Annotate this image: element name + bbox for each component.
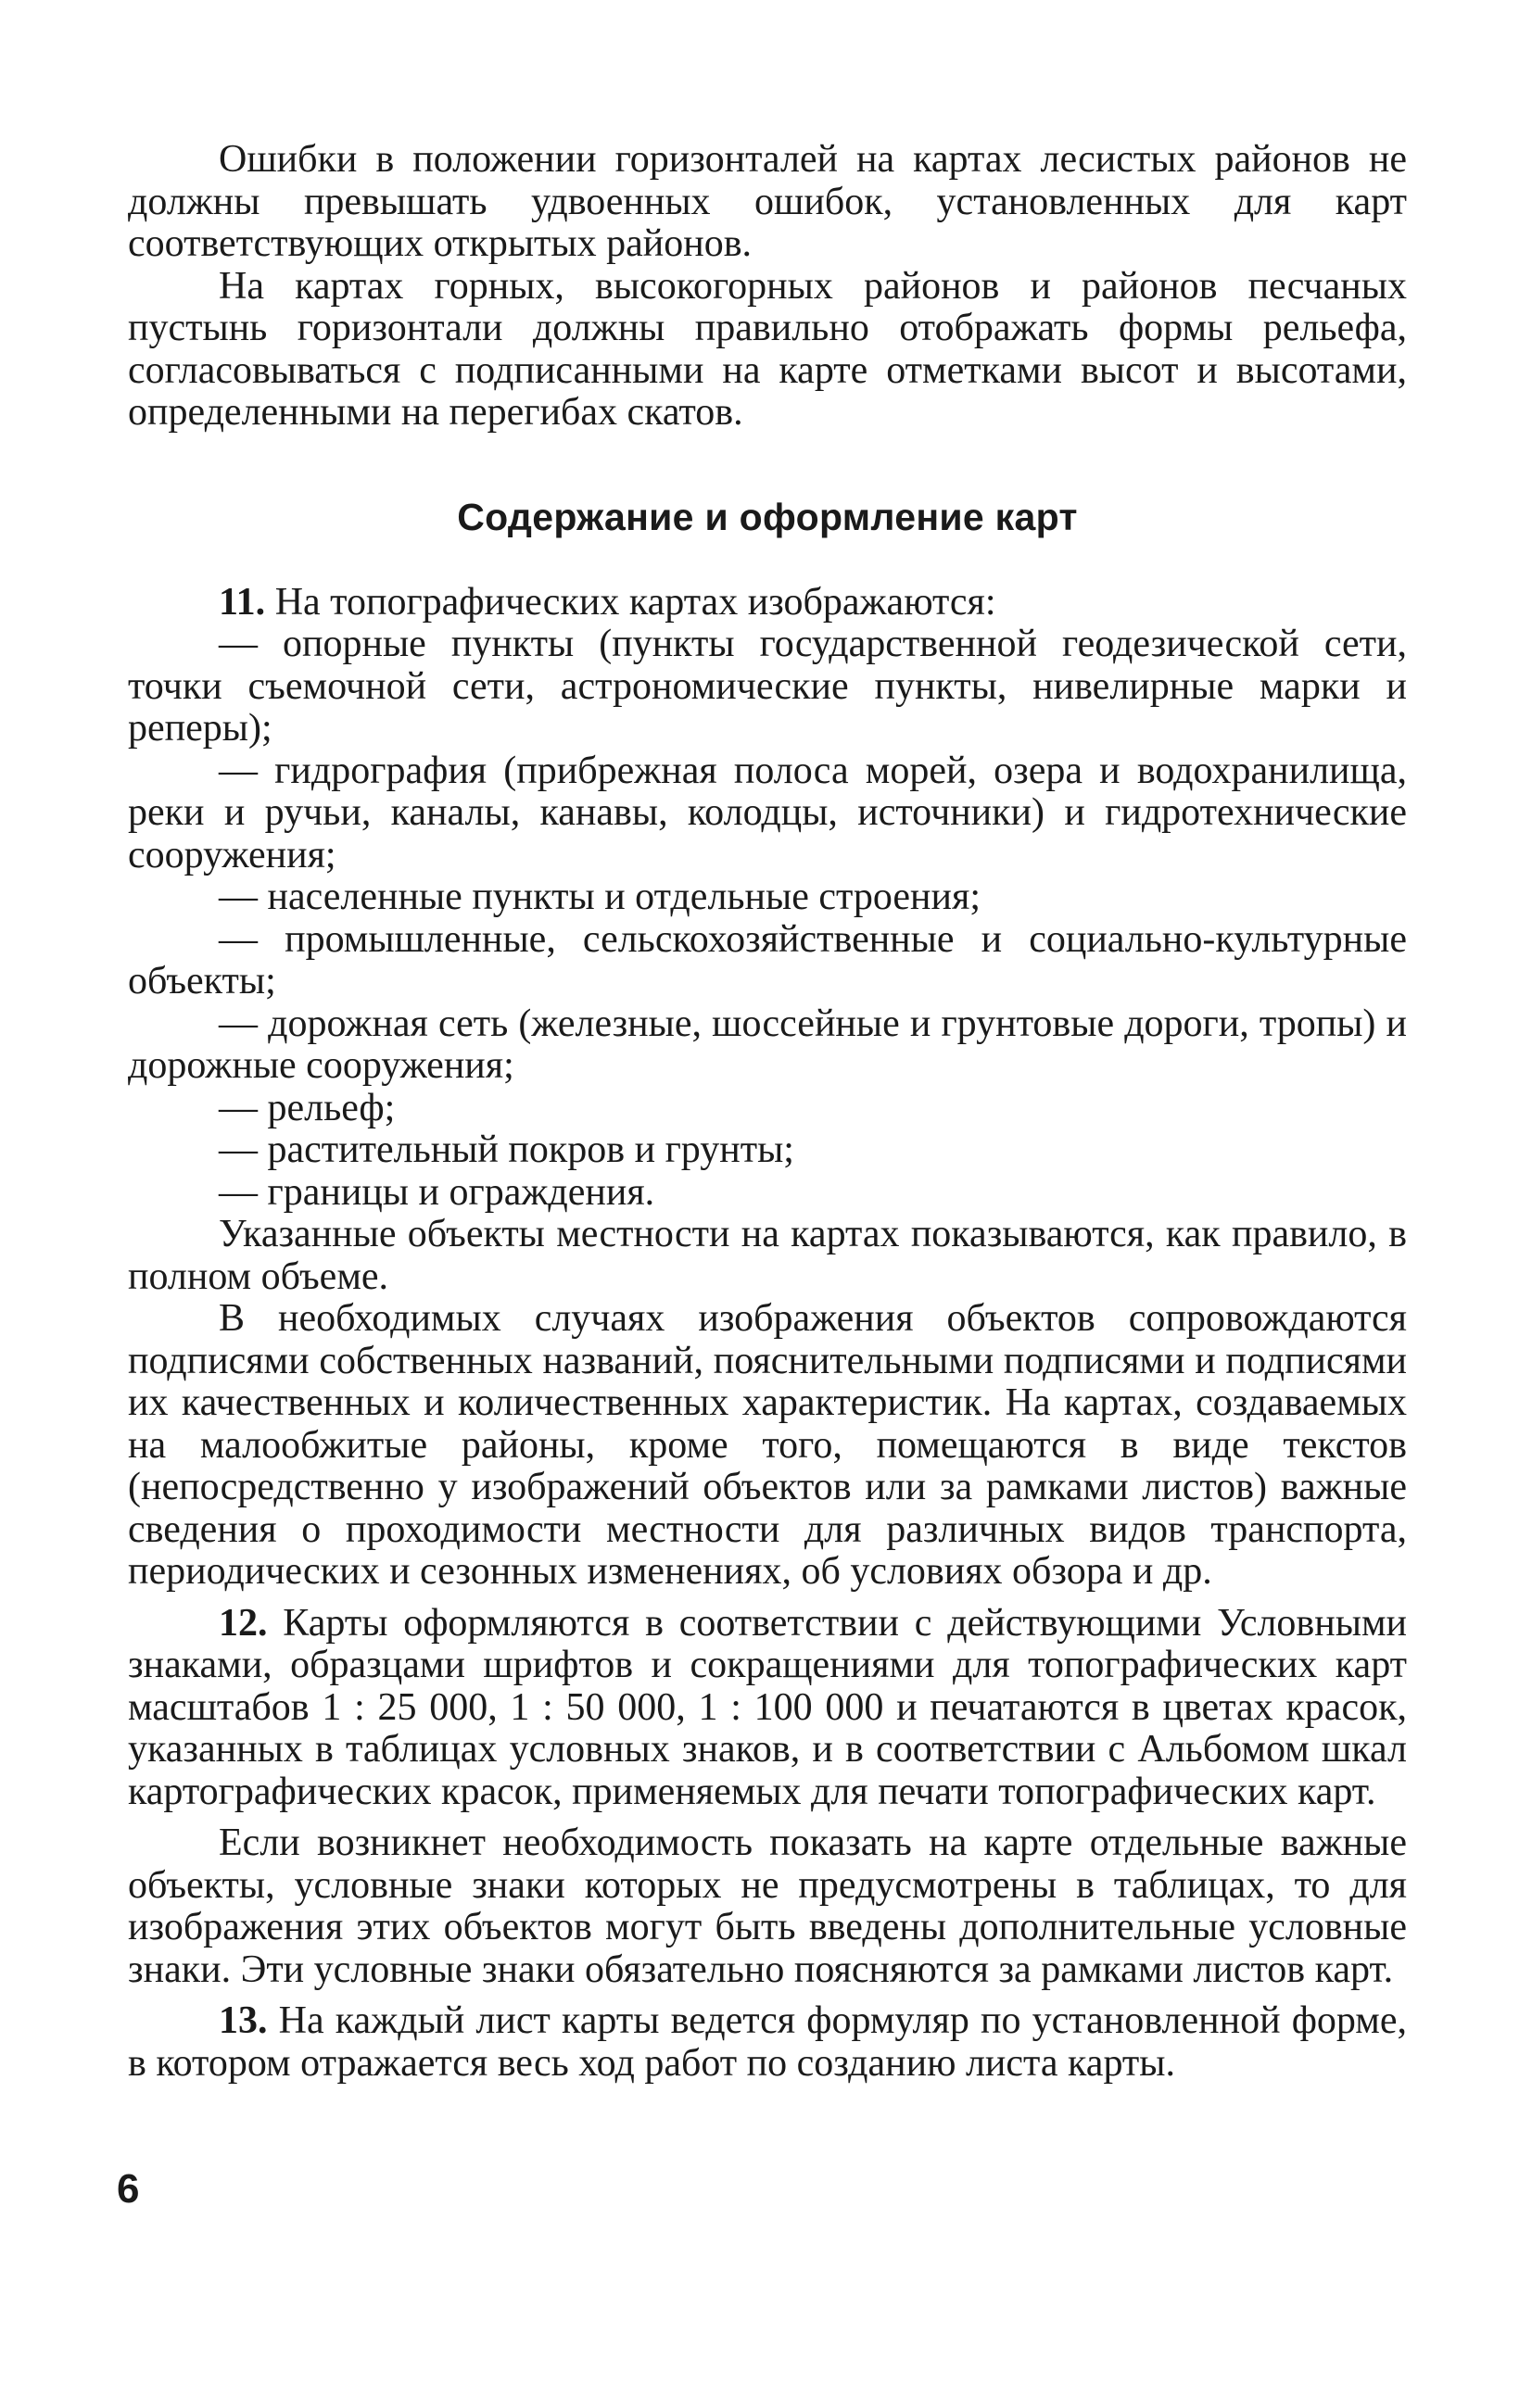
intro-paragraph-2: На картах горных, высокогорных районов и районов песчаных пустынь горизонтали должны правильно отображать формы рельефа, согласовываться с подписанными на карте отметками высот и высотами, определенными на перегибах скатов. [128, 264, 1407, 434]
list-item: — гидрография (прибрежная полоса морей, озера и водохранилища, реки и ручьи, каналы, канавы, колодцы, источники) и гидротехнические сооружения; [128, 749, 1407, 876]
item-12-paragraph-additional: Если возникнет необходимость показать на карте отдельные важные объекты, условные знаки которых не предусмотрены в таблицах, то для изображения этих объектов могут быть введены дополнительные условные знаки. Эти условные знаки обязательно поясняются за рамками листов карт. [128, 1822, 1407, 1991]
list-item: — растительный покров и грунты; [219, 1128, 794, 1171]
list-item: — населенные пункты и отдельные строения; [219, 876, 981, 918]
item-12-paragraph [128, 1603, 1407, 1814]
intro-paragraph-1: Ошибки в положении горизонталей на картах лесистых районов не должны превышать удвоенных ошибок, установленных для карт соответствующих открытых районов. [128, 138, 1407, 265]
list-item: — рельеф; [219, 1086, 396, 1129]
page-number: 6 [117, 2166, 140, 2212]
list-item: — опорные пункты (пункты государственной геодезической сети, точки съемочной сети, астрономические пункты, нивелирные марки и реперы); [128, 623, 1407, 750]
item-13-text: На каждый лист карты ведется формуляр по установленной форме, в котором отражается весь ход работ по созданию листа карты. [128, 1999, 1408, 2085]
item-12-text: Карты оформляются в соответствии с действующими Условными знаками, образцами шрифтов и сокращениями для топографических карт масштабов 1 : 25 000, 1 : 50 000, 1 : 100 000 и печатаются в цветах красок, указанных в таблицах условных знаков, и в соответствии с Альбомом шкал картографических красок, применяемых для печати топографических карт. [128, 1601, 1408, 1813]
item-11-lead-text: На топографических картах изображаются: [274, 580, 996, 624]
item-13-paragraph [128, 2000, 1407, 2085]
item-12-number: 12. [219, 1601, 268, 1645]
item-11-lead [128, 582, 1407, 624]
item-11-number: 11. [219, 580, 266, 624]
item-13-number: 13. [219, 1999, 268, 2042]
item-11-paragraph-signatures: В необходимых случаях изображения объектов сопровождаются подписями собственных названий, пояснительными подписями и подписями их качественных и количественных характеристик. На картах, создаваемых на малообжитые районы, кроме того, помещаются в виде текстов (непосредственно у изображений объектов или за рамками листов) важные сведения о проходимости местности для различных видов транспорта, периодических и сезонных изменениях, об условиях обзора и др. [128, 1297, 1407, 1593]
list-item: — границы и ограждения. [219, 1170, 655, 1214]
item-11-paragraph-objects: Указанные объекты местности на картах показываются, как правило, в полном объеме. [128, 1213, 1407, 1298]
list-item: — дорожная сеть (железные, шоссейные и грунтовые дороги, тропы) и дорожные сооружения; [128, 1002, 1407, 1087]
section-title: Содержание и оформление карт [457, 495, 1078, 538]
document-page [128, 139, 1407, 2085]
list-item: — промышленные, сельскохозяйственные и социально-культурные объекты; [128, 917, 1407, 1002]
